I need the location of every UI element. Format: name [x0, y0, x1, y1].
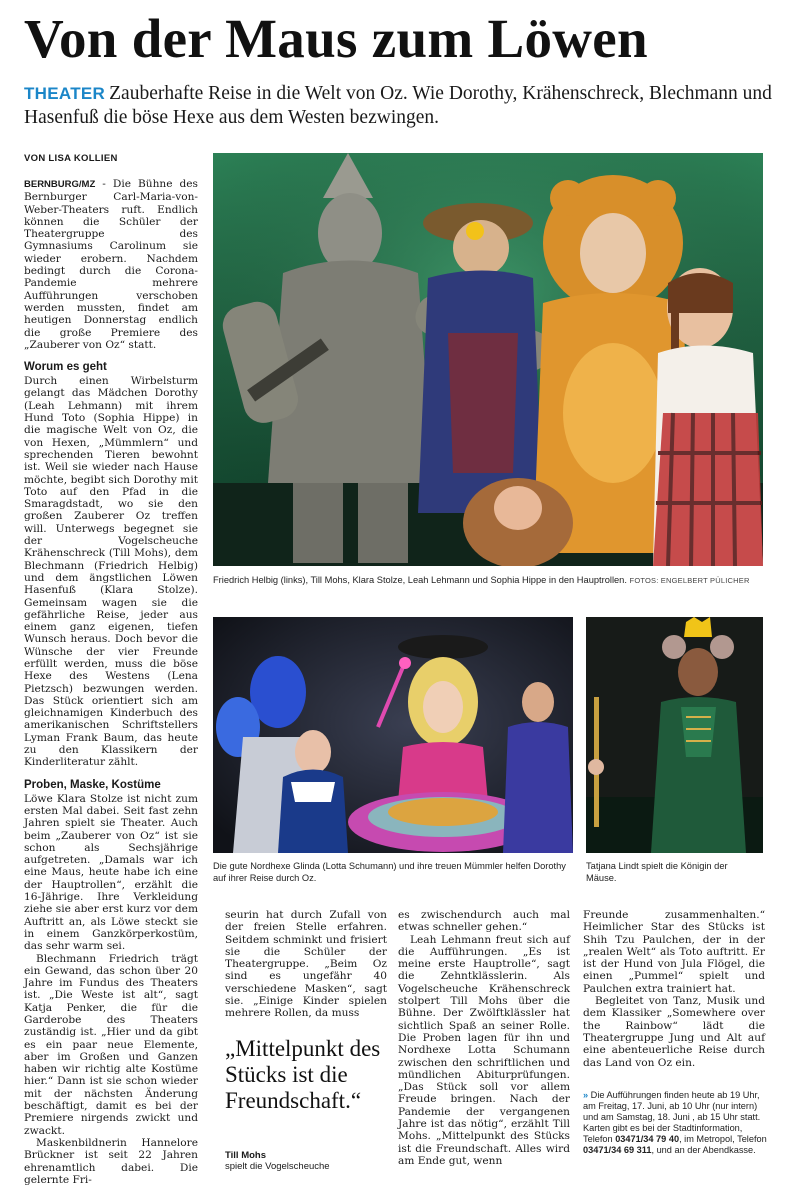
paragraph: seurin hat durch Zufall von der freien Stelle erfahren. Seitdem schminkt und frisiert sie die Schüler der Theatergruppe. „Beim Oz sind es ungefähr 40 verschiedene Masken“, sagt sie. „Einige Kinder spielen mehrere Rollen, da muss	[225, 909, 387, 1020]
subhead-worum: Worum es geht	[24, 361, 107, 374]
kicker-label: THEATER	[24, 84, 106, 103]
paragraph: Durch einen Wirbelsturm gelangt das Mädchen Dorothy (Leah Lehmann) mit ihrem Hund Toto (Sophia Hippe) in die magische Welt von Oz, die von Hexen, „Mümmlern“ und sprechenden Tieren bewohnt ist. Weil sie wieder nach Hause möchte, begibt sich Dorothy mit Toto auf den Pfad in die Smaragdstadt, wo sie den großen Zauberer Oz treffen will. Unterwegs begegnet sie der Vogelscheuche Krähenschreck (Till Mohs), dem Blechmann (Friedrich Helbig) und dem ängstlichen Löwen Hasenfuß (Klara Stolze). Gemeinsam wagen sie die gefährliche Reise, jeder aus einem ganz eigenen, tiefen Wunsch heraus. Doch bevor die Wünsche der vier Freunde erfüllt werden, muss die böse Hexe des Westens (Lena Pietzsch) bezwungen werden. Das Stück orientiert sich am gleichnamigen Kinderbuch des amerikanischen Schriftstellers Lyman Frank Baum, das heute zu den Klassikern der Kinderliteratur zählt.	[24, 375, 198, 769]
paragraph: Leah Lehmann freut sich auf die Aufführungen. „Es ist meine erste Hauptrolle“, sagt die Zehntklässlerin. Als Vogelscheuche Krähenschreck stolpert Till Mohs über die Bühne. Der Zwölftklässler hat sichtlich Spaß an seiner Rolle. Die Proben lagen für ihn und Nordhexe Lotta Schumann zwischen den schriftlichen und mündlichen Abiturprüfungen. „Das Stück soll vor allem Freude bringen. Nach der Pandemie der vergangenen Jahre ist das nötig“, erzählt Till Mohs. „Mittelpunkt des Stücks ist die Freundschaft. Alles wird am Ende gut, wenn	[398, 933, 570, 1167]
quote-name: Till Mohs	[225, 1150, 266, 1161]
paragraph: Löwe Klara Stolze ist nicht zum ersten Mal dabei. Seit fast zehn Jahren spielt sie Theater. Auch beim „Zauberer von Oz“ ist sie schon als Sechsjährige aufgetreten. „Damals war ich eine Maus, heute habe ich eine der Hauptrollen“, erzählt die 16-Jährige. Ihre Verkleidung ziehe sie aber erst kurz vor dem Auftritt an, als Löwe steckt sie in einem Ganzkörperkostüm, das sehr warm sei.	[24, 792, 198, 953]
photo-credit: FOTOS: ENGELBERT PÜLICHER	[629, 576, 750, 585]
byline: VON LISA KOLLIEN	[24, 153, 118, 164]
subheadline-text: Zauberhafte Reise in die Welt von Oz. Wie Dorothy, Krähenschreck, Blechmann und Hasenfuß die böse Hexe aus dem Westen bezwingen.	[24, 83, 772, 128]
paragraph: Blechmann Friedrich trägt ein Gewand, das schon über 20 Jahre im Fundus des Theaters ist. „Die Weste ist alt“, sagt Katja Penker, die für die Garderobe des Theaters zuständig ist. „Hier und da gibt es ein paar neue Elemente, aber im Großen und Ganzen haben wir richtig alte Kostüme hier.“ Dann ist sie schon wieder mit der nächsten Änderung beschäftigt, damit es bei der Premiere nirgends zwickt und zwackt.	[24, 952, 198, 1137]
pull-quote: „Mittelpunkt des Stücks ist die Freundschaft.“	[225, 1036, 381, 1113]
article-column-1	[24, 178, 198, 1186]
subheadline	[24, 82, 774, 130]
intro-paragraph: BERNBURG/MZ - Die Bühne des Bernburger Carl-Maria-von-Weber-Theaters ruft. Endlich können die Schüler der Theatergruppe des Gymnasiums Carolinum sie wieder erobern. Nachdem bedingt durch die Corona-Pandemie mehrere Aufführungen verschoben werden mussten, findet am heutigen Donnerstag endlich die große Premiere des „Zauberer von Oz“ statt.	[24, 178, 198, 351]
article-column-3	[398, 909, 570, 1167]
headline: Von der Maus zum Löwen	[24, 8, 648, 69]
paragraph: es zwischendurch auch mal etwas schneller gehen.“	[398, 909, 570, 934]
paragraph: Maskenbildnerin Hannelore Brückner ist seit 22 Jahren ehrenamtlich dabei. Die gelernte Fri-	[24, 1136, 198, 1186]
paragraph: Begleitet von Tanz, Musik und dem Klassiker „Somewhere over the Rainbow“ lädt die Theatergruppe Jung und Alt auf eine abenteuerliche Reise durch das Land von Oz ein.	[583, 995, 765, 1069]
queen-photo	[586, 617, 763, 853]
queen-photo-caption: Tatjana Lindt spielt die Königin der Mäuse.	[586, 861, 728, 883]
glinda-photo-caption: Die gute Nordhexe Glinda (Lotta Schumann) und ihre treuen Mümmler helfen Dorothy auf ihrer Reise durch Oz.	[213, 861, 566, 883]
location-tag: BERNBURG/MZ	[24, 179, 96, 190]
quote-source	[225, 1150, 330, 1172]
phone-number-2: 03471/34 69 311	[583, 1145, 652, 1155]
arrow-icon: »	[583, 1090, 589, 1100]
paragraph: Freunde zusammenhalten.“ Heimlicher Star des Stücks ist Shih Tzu Paulchen, der in der „realen Welt“ als Toto auftritt. Er ist der Hund von Jula Flögel, die einen „Pummel“ spielt und Paulchen extra trainiert hat.	[583, 909, 765, 995]
quote-role: spielt die Vogelscheuche	[225, 1161, 330, 1172]
article-column-4	[583, 909, 765, 1069]
glinda-photo	[213, 617, 573, 853]
subhead-proben: Proben, Maske, Kostüme	[24, 778, 161, 791]
main-photo	[213, 153, 763, 566]
phone-number-1: 03471/34 79 40	[615, 1134, 680, 1144]
article-column-2	[225, 909, 387, 1020]
performance-info: » Die Aufführungen finden heute ab 19 Uhr, am Freitag, 17. Juni, ab 10 Uhr (nur intern) und am Samstag, 18. Juni , ab 15 Uhr statt. Karten gibt es bei der Stadtinformation, Telefon 03471/34 79 40, im Metropol, Telefon 03471/34 69 311, und an der Abendkasse.	[583, 1090, 767, 1155]
main-photo-caption: Friedrich Helbig (links), Till Mohs, Klara Stolze, Leah Lehmann und Sophia Hippe in den Hauptrollen. FOTOS: ENGELBERT PÜLICHER	[213, 575, 750, 585]
